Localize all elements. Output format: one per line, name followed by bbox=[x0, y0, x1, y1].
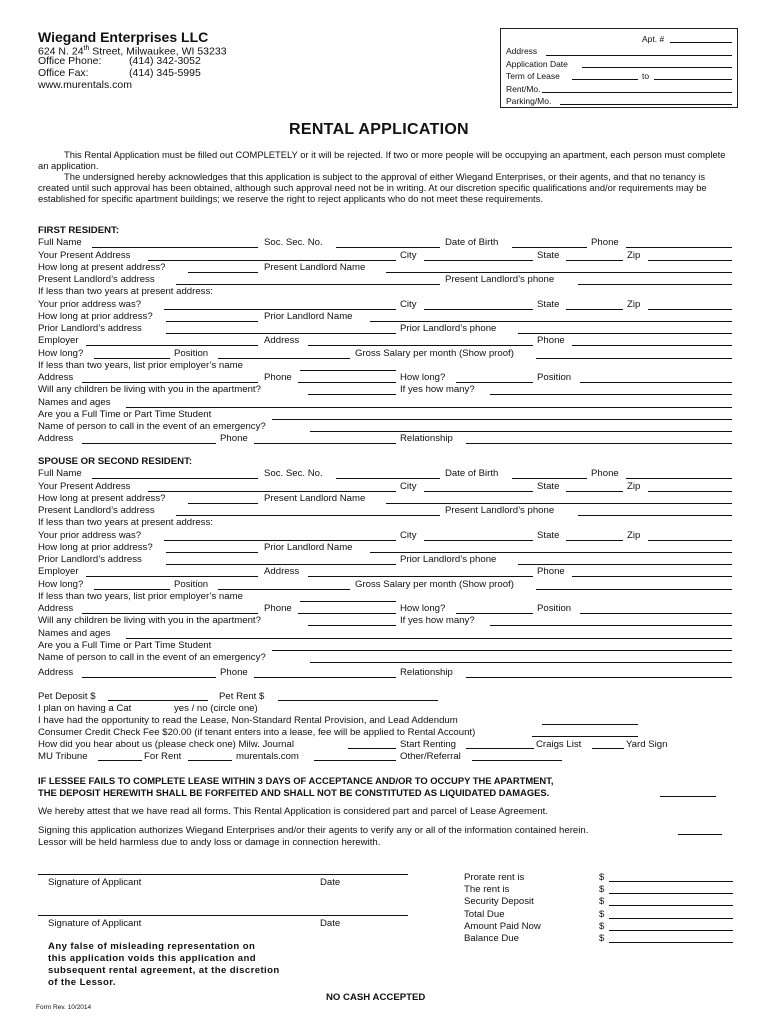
prior-landlord-address-label: Prior Landlord’s address bbox=[38, 323, 142, 334]
input-line[interactable] bbox=[578, 284, 732, 285]
rent-is-label: The rent is bbox=[464, 884, 510, 895]
present-address-label: Your Present Address bbox=[38, 249, 131, 261]
dollar-sign: $ bbox=[599, 909, 605, 920]
for-rent-check[interactable] bbox=[188, 760, 232, 761]
form-row bbox=[0, 372, 770, 384]
input-line[interactable] bbox=[148, 260, 396, 261]
cat-choice[interactable]: yes / no (circle one) bbox=[174, 703, 258, 714]
address-label: Address bbox=[38, 603, 74, 614]
form-row bbox=[0, 262, 770, 274]
company-fax: (414) 345-5995 bbox=[129, 67, 201, 79]
address-label: Address bbox=[506, 46, 538, 56]
form-row bbox=[0, 360, 770, 372]
amount-field[interactable] bbox=[609, 942, 733, 943]
form-row bbox=[0, 456, 770, 468]
for-rent-label: For Rent bbox=[144, 751, 182, 762]
input-line[interactable] bbox=[166, 321, 258, 322]
other-referral-label: Other/Referral bbox=[400, 751, 461, 762]
zip-label: Zip bbox=[627, 529, 641, 541]
input-line[interactable] bbox=[518, 333, 732, 334]
form-row bbox=[0, 554, 770, 566]
form-row bbox=[0, 530, 770, 542]
form-row bbox=[0, 579, 770, 591]
input-line[interactable] bbox=[424, 540, 533, 541]
pet-rent-label: Pet Rent $ bbox=[219, 691, 265, 702]
present-landlord-name-label: Present Landlord Name bbox=[264, 492, 366, 504]
position2-label: Position bbox=[537, 372, 572, 383]
input-line[interactable] bbox=[82, 443, 216, 444]
input-line[interactable] bbox=[370, 321, 732, 322]
form-row bbox=[0, 409, 770, 421]
input-line[interactable] bbox=[272, 650, 732, 651]
state-label: State bbox=[537, 249, 560, 261]
false-rep-line-2: this application voids this application and bbox=[48, 953, 257, 964]
term-to-label: to bbox=[642, 71, 650, 81]
second-resident-label: SPOUSE OR SECOND RESIDENT: bbox=[38, 456, 193, 467]
input-line[interactable] bbox=[254, 443, 396, 444]
input-line[interactable] bbox=[308, 625, 396, 626]
input-line[interactable] bbox=[424, 309, 533, 310]
how-long-prior-label: How long at prior address? bbox=[38, 310, 153, 322]
input-line[interactable] bbox=[566, 260, 623, 261]
false-rep-line-3: subsequent rental agreement, at the discretion bbox=[48, 965, 280, 976]
no-cash-notice: NO CASH ACCEPTED bbox=[326, 992, 426, 1003]
address-field[interactable] bbox=[546, 55, 732, 56]
less-two-years-label: If less than two years at present address: bbox=[38, 286, 213, 298]
input-line[interactable] bbox=[518, 564, 732, 565]
ssn-label: Soc. Sec. No. bbox=[264, 468, 323, 480]
city-label: City bbox=[400, 529, 417, 541]
emergency-label: Name of person to call in the event of an emergency? bbox=[38, 421, 266, 432]
how-long-label: How long? bbox=[400, 372, 446, 383]
craigs-list-check[interactable] bbox=[592, 748, 624, 749]
input-line[interactable] bbox=[126, 407, 732, 408]
phone-label: Phone bbox=[591, 468, 619, 480]
prior-landlord-phone-label: Prior Landlord’s phone bbox=[400, 554, 497, 565]
input-line[interactable] bbox=[566, 309, 623, 310]
dollar-sign: $ bbox=[599, 933, 605, 944]
if-yes-label: If yes how many? bbox=[400, 615, 475, 627]
company-street: 624 N. 24th Street, Milwaukee, WI 53233 bbox=[38, 45, 227, 58]
how-long-prior-label: How long at prior address? bbox=[38, 541, 153, 553]
form-row bbox=[0, 286, 770, 298]
hear-about-label: How did you hear about us (please check one) Milw. Journal bbox=[38, 739, 294, 750]
application-date-field[interactable] bbox=[582, 67, 732, 68]
input-line[interactable] bbox=[512, 247, 587, 248]
form-row bbox=[0, 603, 770, 615]
prior-address-label: Your prior address was? bbox=[38, 298, 142, 310]
present-landlord-name-label: Present Landlord Name bbox=[264, 261, 366, 273]
warning-line-2: THE DEPOSIT HEREWITH SHALL BE FORFEITED AND SHALL NOT BE CONSTITUTED AS LIQUIDATED DAMAGES. bbox=[38, 787, 550, 798]
murentals-label: murentals.com bbox=[236, 751, 299, 762]
input-line[interactable] bbox=[370, 552, 732, 553]
input-line[interactable] bbox=[176, 515, 440, 516]
input-line[interactable] bbox=[490, 625, 732, 626]
input-line[interactable] bbox=[648, 260, 732, 261]
input-line[interactable] bbox=[82, 613, 258, 614]
full-name-label: Full Name bbox=[38, 237, 82, 249]
input-line[interactable] bbox=[424, 260, 533, 261]
dollar-sign: $ bbox=[599, 884, 605, 895]
dollar-sign: $ bbox=[599, 896, 605, 907]
pet-rent-field[interactable] bbox=[278, 700, 438, 701]
pet-deposit-field[interactable] bbox=[108, 700, 208, 701]
rent-field[interactable] bbox=[542, 92, 732, 93]
mu-tribune-check[interactable] bbox=[98, 760, 142, 761]
phone-label: Phone bbox=[537, 566, 565, 578]
form-row bbox=[0, 250, 770, 262]
input-line[interactable] bbox=[648, 491, 732, 492]
murentals-check[interactable] bbox=[314, 760, 396, 761]
prior-landlord-phone-label: Prior Landlord’s phone bbox=[400, 323, 497, 334]
input-line[interactable] bbox=[566, 540, 623, 541]
other-referral-field[interactable] bbox=[472, 760, 562, 761]
present-landlord-address-label: Present Landlord’s address bbox=[38, 274, 155, 285]
form-row bbox=[0, 323, 770, 335]
form-row bbox=[0, 542, 770, 554]
term-to-field[interactable] bbox=[654, 79, 732, 80]
input-line[interactable] bbox=[490, 394, 732, 395]
zip-label: Zip bbox=[627, 249, 641, 261]
form-row bbox=[0, 640, 770, 652]
how-long-label: How long? bbox=[38, 347, 84, 359]
full-name-label: Full Name bbox=[38, 468, 82, 480]
form-row bbox=[0, 274, 770, 286]
start-renting-check[interactable] bbox=[466, 748, 534, 749]
company-phone-label: Office Phone: bbox=[38, 55, 102, 67]
first-resident-label: FIRST RESIDENT: bbox=[38, 225, 120, 236]
signature-label-2: Signature of Applicant bbox=[48, 918, 142, 929]
form-row bbox=[0, 299, 770, 311]
form-row bbox=[0, 311, 770, 323]
amount-field[interactable] bbox=[609, 905, 733, 906]
children-label: Will any children be living with you in the apartment? bbox=[38, 384, 261, 396]
input-line[interactable] bbox=[580, 382, 732, 383]
input-line[interactable] bbox=[188, 503, 258, 504]
how-long-label: How long? bbox=[38, 578, 84, 590]
lease-read-text: I have had the opportunity to read the Lease, Non-Standard Rental Provision, and Lead Addendum bbox=[38, 715, 458, 726]
form-row bbox=[0, 468, 770, 480]
address-label: Address bbox=[264, 566, 300, 578]
input-line[interactable] bbox=[626, 247, 732, 248]
input-line[interactable] bbox=[386, 503, 732, 504]
amount-field[interactable] bbox=[609, 930, 733, 931]
input-line[interactable] bbox=[164, 540, 396, 541]
security-deposit-label: Security Deposit bbox=[464, 896, 534, 907]
amount-paid-label: Amount Paid Now bbox=[464, 921, 541, 932]
input-line[interactable] bbox=[298, 382, 396, 383]
phone-label: Phone bbox=[264, 603, 292, 614]
address-label: Address bbox=[38, 372, 74, 383]
prior-landlord-name-label: Prior Landlord Name bbox=[264, 541, 353, 553]
phone-label: Phone bbox=[591, 237, 619, 249]
address-label: Address bbox=[38, 433, 74, 445]
gross-salary-label: Gross Salary per month (Show proof) bbox=[355, 347, 514, 359]
lease-read-field[interactable] bbox=[542, 724, 638, 725]
input-line[interactable] bbox=[466, 677, 732, 678]
input-line[interactable] bbox=[86, 576, 258, 577]
how-long-present-label: How long at present address? bbox=[38, 492, 166, 504]
city-label: City bbox=[400, 298, 417, 310]
input-line[interactable] bbox=[580, 613, 732, 614]
milw-journal-check[interactable] bbox=[348, 748, 396, 749]
cat-label: I plan on having a Cat bbox=[38, 703, 132, 714]
dob-label: Date of Birth bbox=[445, 237, 499, 249]
company-website: www.murentals.com bbox=[38, 79, 132, 91]
input-line[interactable] bbox=[386, 272, 732, 273]
false-rep-line-4: of the Lessor. bbox=[48, 977, 116, 988]
input-line[interactable] bbox=[536, 358, 732, 359]
form-row bbox=[0, 384, 770, 396]
phone-label: Phone bbox=[264, 372, 292, 383]
less-two-years-label: If less than two years at present address: bbox=[38, 517, 213, 529]
prior-landlord-address-label: Prior Landlord’s address bbox=[38, 554, 142, 565]
input-line[interactable] bbox=[92, 247, 258, 248]
warning-initials-field[interactable] bbox=[660, 796, 716, 797]
emergency-label: Name of person to call in the event of an emergency? bbox=[38, 652, 266, 663]
intro-paragraph-1: This Rental Application must be filled out COMPLETELY or it will be rejected. If two or more people will be occupying an apartment, each person must complete an application. bbox=[38, 149, 726, 171]
children-label: Will any children be living with you in the apartment? bbox=[38, 615, 261, 627]
address-label: Address bbox=[38, 667, 74, 679]
authorize-line-2: Lessor will be held harmless due to andy loss or damage in connection herewith. bbox=[38, 837, 381, 848]
intro-paragraph-2: The undersigned hereby acknowledges that this application is subject to the approval of either Wiegand Enterprises, or their agents, and that no tenancy is created until such approval has been obtained, although such approval need not be in writing. At our discretion specific qualifications and/or requirements may be established for specific apartment buildings; we reserve the right to reject applicants who do not meet these requirements. bbox=[38, 171, 707, 204]
apt-label: Apt. # bbox=[642, 34, 665, 44]
input-line[interactable] bbox=[188, 272, 258, 273]
input-line[interactable] bbox=[94, 589, 170, 590]
apt-field[interactable] bbox=[670, 42, 732, 43]
dollar-sign: $ bbox=[599, 872, 605, 883]
zip-label: Zip bbox=[627, 480, 641, 492]
ssn-label: Soc. Sec. No. bbox=[264, 237, 323, 249]
term-from-field[interactable] bbox=[572, 79, 638, 80]
input-line[interactable] bbox=[300, 601, 396, 602]
dollar-sign: $ bbox=[599, 921, 605, 932]
input-line[interactable] bbox=[456, 613, 533, 614]
employer-label: Employer bbox=[38, 335, 79, 347]
state-label: State bbox=[537, 298, 560, 310]
form-row bbox=[0, 397, 770, 409]
input-line[interactable] bbox=[148, 491, 396, 492]
start-renting-label: Start Renting bbox=[400, 739, 456, 750]
present-address-label: Your Present Address bbox=[38, 480, 131, 492]
false-rep-line-1: Any false of misleading representation on bbox=[48, 941, 256, 952]
phone-label: Phone bbox=[220, 667, 248, 679]
form-row bbox=[0, 591, 770, 603]
input-line[interactable] bbox=[82, 382, 258, 383]
student-label: Are you a Full Time or Part Time Student bbox=[38, 639, 212, 651]
input-line[interactable] bbox=[336, 478, 440, 479]
names-ages-label: Names and ages bbox=[38, 396, 111, 408]
company-fax-label: Office Fax: bbox=[38, 67, 89, 79]
input-line[interactable] bbox=[578, 515, 732, 516]
address-label: Address bbox=[264, 335, 300, 347]
prior-address-label: Your prior address was? bbox=[38, 529, 142, 541]
form-row bbox=[0, 493, 770, 505]
how-long-label: How long? bbox=[400, 603, 446, 614]
gross-salary-label: Gross Salary per month (Show proof) bbox=[355, 578, 514, 590]
form-row bbox=[0, 433, 770, 445]
form-row bbox=[0, 628, 770, 640]
input-line[interactable] bbox=[572, 576, 732, 577]
prior-employer-label: If less than two years, list prior employer’s name bbox=[38, 359, 243, 371]
if-yes-label: If yes how many? bbox=[400, 384, 475, 396]
state-label: State bbox=[537, 529, 560, 541]
input-line[interactable] bbox=[648, 540, 732, 541]
zip-label: Zip bbox=[627, 298, 641, 310]
company-name: Wiegand Enterprises LLC bbox=[38, 29, 209, 45]
dob-label: Date of Birth bbox=[445, 468, 499, 480]
warning-line-1: IF LESSEE FAILS TO COMPLETE LEASE WITHIN 3 DAYS OF ACCEPTANCE AND/OR TO OCCUPY THE APARTMENT, bbox=[38, 775, 554, 786]
input-line[interactable] bbox=[566, 491, 623, 492]
form-row bbox=[0, 421, 770, 433]
form-row bbox=[0, 237, 770, 249]
input-line[interactable] bbox=[126, 638, 732, 639]
relationship-label: Relationship bbox=[400, 667, 453, 679]
authorize-line-1: Signing this application authorizes Wiegand Enterprises and/or their agents to verify any or all of the information contained herein. bbox=[38, 825, 589, 836]
attest-text: We hereby attest that we have read all forms. This Rental Application is considered part and parcel of Lease Agreement. bbox=[38, 806, 548, 817]
rent-label: Rent/Mo. bbox=[506, 84, 541, 94]
position-label: Position bbox=[174, 578, 209, 590]
input-line[interactable] bbox=[336, 247, 440, 248]
input-line[interactable] bbox=[456, 382, 533, 383]
form-row bbox=[0, 652, 770, 664]
form-row bbox=[0, 667, 770, 679]
signature-line-2[interactable] bbox=[38, 915, 408, 916]
input-line[interactable] bbox=[94, 358, 170, 359]
employer-label: Employer bbox=[38, 566, 79, 578]
input-line[interactable] bbox=[92, 478, 258, 479]
amount-field[interactable] bbox=[609, 893, 733, 894]
phone-label: Phone bbox=[220, 433, 248, 445]
position-label: Position bbox=[174, 347, 209, 359]
names-ages-label: Names and ages bbox=[38, 627, 111, 639]
present-landlord-address-label: Present Landlord’s address bbox=[38, 505, 155, 516]
city-label: City bbox=[400, 249, 417, 261]
input-line[interactable] bbox=[86, 345, 258, 346]
input-line[interactable] bbox=[300, 370, 396, 371]
prior-employer-label: If less than two years, list prior employer’s name bbox=[38, 590, 243, 602]
parking-field[interactable] bbox=[560, 104, 732, 105]
form-row bbox=[0, 335, 770, 347]
application-date-label: Application Date bbox=[506, 59, 568, 69]
input-line[interactable] bbox=[536, 589, 732, 590]
input-line[interactable] bbox=[308, 394, 396, 395]
input-line[interactable] bbox=[466, 443, 732, 444]
input-line[interactable] bbox=[310, 662, 732, 663]
input-line[interactable] bbox=[254, 677, 396, 678]
phone-label: Phone bbox=[537, 335, 565, 347]
input-line[interactable] bbox=[218, 358, 350, 359]
authorize-initials-field[interactable] bbox=[678, 834, 722, 835]
input-line[interactable] bbox=[310, 431, 732, 432]
input-line[interactable] bbox=[166, 552, 258, 553]
signature-label-1: Signature of Applicant bbox=[48, 877, 142, 888]
input-line[interactable] bbox=[166, 333, 396, 334]
input-line[interactable] bbox=[572, 345, 732, 346]
term-label: Term of Lease bbox=[506, 71, 560, 81]
form-row bbox=[0, 615, 770, 627]
date-label-2: Date bbox=[320, 918, 341, 929]
input-line[interactable] bbox=[272, 419, 732, 420]
input-line[interactable] bbox=[308, 576, 533, 577]
input-line[interactable] bbox=[424, 491, 533, 492]
student-label: Are you a Full Time or Part Time Student bbox=[38, 408, 212, 420]
input-line[interactable] bbox=[308, 345, 533, 346]
input-line[interactable] bbox=[512, 478, 587, 479]
amount-field[interactable] bbox=[609, 881, 733, 882]
prior-landlord-name-label: Prior Landlord Name bbox=[264, 310, 353, 322]
how-long-present-label: How long at present address? bbox=[38, 261, 166, 273]
total-due-label: Total Due bbox=[464, 909, 505, 920]
present-landlord-phone-label: Present Landlord’s phone bbox=[445, 274, 555, 285]
form-row bbox=[0, 517, 770, 529]
present-landlord-phone-label: Present Landlord’s phone bbox=[445, 505, 555, 516]
input-line[interactable] bbox=[176, 284, 440, 285]
balance-due-label: Balance Due bbox=[464, 933, 519, 944]
prorate-label: Prorate rent is bbox=[464, 872, 525, 883]
form-row bbox=[0, 566, 770, 578]
parking-label: Parking/Mo. bbox=[506, 96, 552, 106]
credit-fee-text: Consumer Credit Check Fee $20.00 (if tenant enters into a lease, fee will be applied to Rental Account) bbox=[38, 727, 476, 738]
relationship-label: Relationship bbox=[400, 433, 453, 445]
craigs-list-label: Craigs List bbox=[536, 739, 582, 750]
signature-line-1[interactable] bbox=[38, 874, 408, 875]
form-row bbox=[0, 505, 770, 517]
input-line[interactable] bbox=[164, 309, 396, 310]
state-label: State bbox=[537, 480, 560, 492]
form-row bbox=[0, 225, 770, 237]
form-row bbox=[0, 481, 770, 493]
date-label-1: Date bbox=[320, 877, 341, 888]
input-line[interactable] bbox=[218, 589, 350, 590]
yard-sign-label: Yard Sign bbox=[626, 739, 668, 750]
input-line[interactable] bbox=[82, 677, 216, 678]
form-row bbox=[0, 348, 770, 360]
input-line[interactable] bbox=[298, 613, 396, 614]
position2-label: Position bbox=[537, 603, 572, 614]
input-line[interactable] bbox=[166, 564, 396, 565]
input-line[interactable] bbox=[648, 309, 732, 310]
credit-fee-field[interactable] bbox=[532, 736, 638, 737]
form-revision: Form Rev. 10/2014 bbox=[36, 1004, 92, 1011]
pet-deposit-label: Pet Deposit $ bbox=[38, 691, 96, 702]
page-title: RENTAL APPLICATION bbox=[289, 121, 469, 138]
city-label: City bbox=[400, 480, 417, 492]
input-line[interactable] bbox=[626, 478, 732, 479]
mu-tribune-label: MU Tribune bbox=[38, 751, 88, 762]
amount-field[interactable] bbox=[609, 918, 733, 919]
company-phone: (414) 342-3052 bbox=[129, 55, 201, 67]
